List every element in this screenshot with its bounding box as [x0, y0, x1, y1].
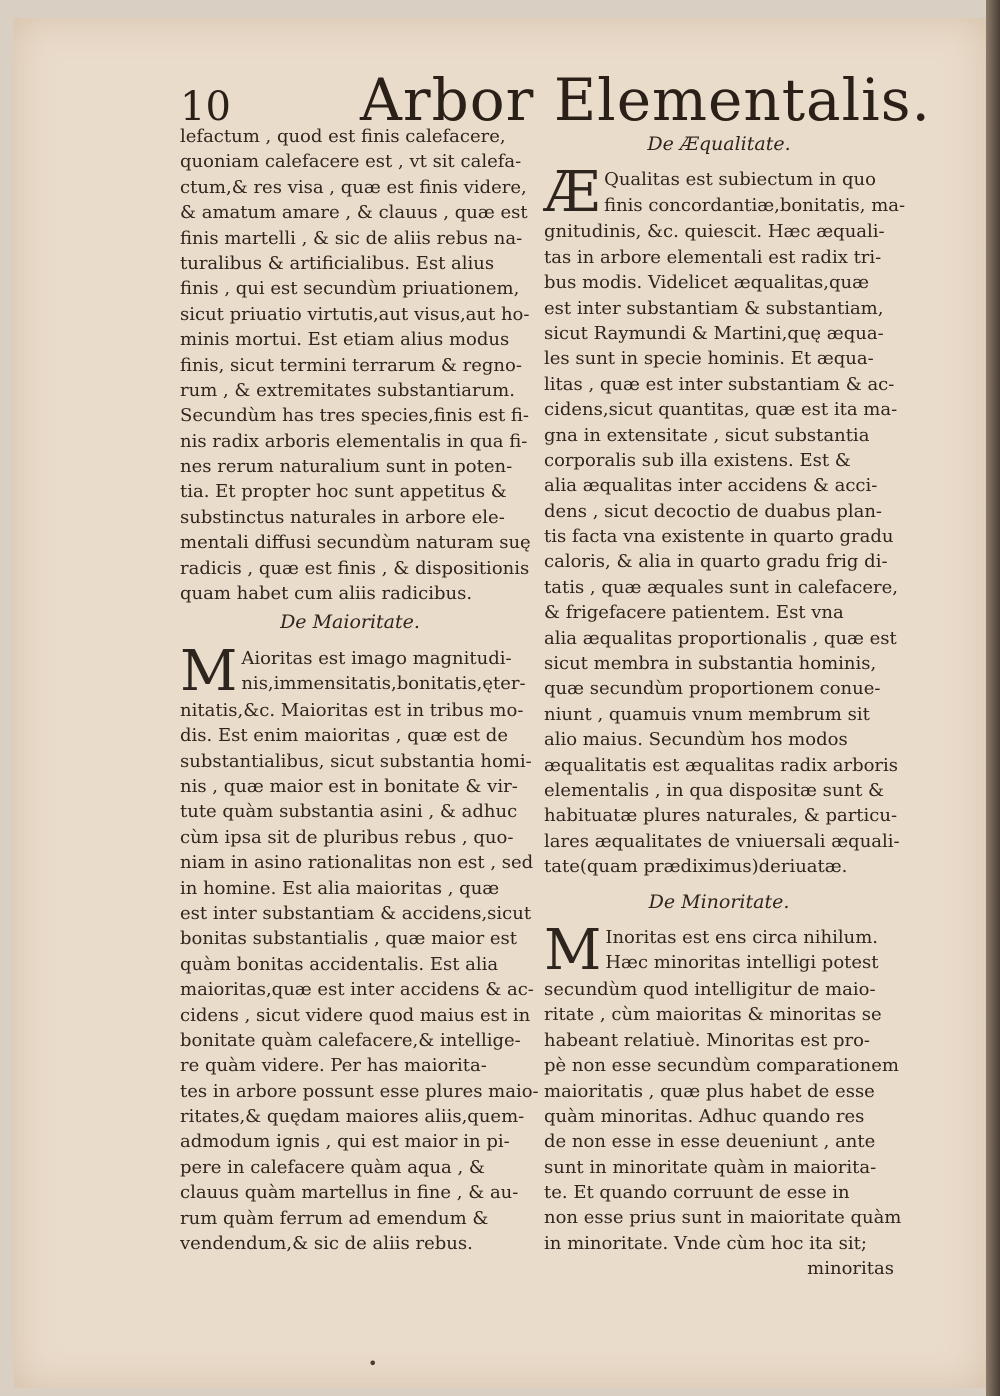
text-line: & amatum amare , & clauus , quæ est [180, 202, 528, 224]
text-line: nis,immensitatis,bonitatis,ęter- [241, 673, 526, 695]
text-line: Hæc minoritas intelligi potest [605, 952, 879, 974]
text-line: ctum,& res visa , quæ est finis videre, [180, 176, 527, 198]
text-line: Inoritas est ens circa nihilum. [605, 926, 879, 948]
text-line: te. Et quando corruunt de esse in [544, 1182, 850, 1204]
text-line: quàm minoritas. Adhuc quando res [544, 1105, 865, 1127]
text-line: Qualitas est subiectum in quo [604, 169, 876, 191]
page-edge [986, 0, 1000, 1396]
text-line: sicut priuatio virtutis,aut visus,aut ho- [180, 303, 530, 325]
text-line: habituatæ plures naturales, & particu- [544, 805, 898, 827]
text-line: radicis , quæ est finis , & dispositionis [180, 557, 530, 579]
text-line: maioritatis , quæ plus habet de esse [544, 1080, 875, 1102]
text-line: ritate , cùm maioritas & minoritas se [544, 1004, 882, 1026]
text-line: nis radix arboris elementalis in qua fi- [180, 430, 528, 452]
text-line: re quàm videre. Per has maiorita- [180, 1055, 487, 1077]
text-line: lares æqualitates de vniuersali æquali- [544, 830, 900, 852]
text-line: & frigefacere patientem. Est vna [544, 602, 844, 624]
text-line: gna in extensitate , sicut substantia [544, 424, 870, 446]
text-line: finis , qui est secundùm priuationem, [180, 278, 520, 300]
text-line: niunt , quamuis vnum membrum sit [544, 703, 870, 725]
text-line: tatis , quæ æquales sunt in calefacere, [544, 576, 899, 598]
text-line: substinctus naturales in arbore ele- [180, 506, 505, 528]
text-line: vendendum,& sic de aliis rebus. [180, 1233, 473, 1255]
text-line: Aioritas est imago magnitudi- [241, 647, 512, 669]
right-column [544, 128, 906, 1282]
text-line: tas in arbore elementali est radix tri- [544, 246, 882, 268]
paragraph-maioritate [180, 638, 539, 1257]
text-line: turalibus & artificialibus. Est alius [180, 252, 495, 274]
text-line: tia. Et propter hoc sunt appetitus & [180, 481, 507, 503]
text-line: nitatis,&c. Maioritas est in tribus mo- [180, 699, 524, 721]
drop-capital: M [544, 917, 602, 983]
text-line: sicut Raymundi & Martini,quę æqua- [544, 322, 884, 344]
text-line: de non esse in esse deueniunt , ante [544, 1131, 876, 1153]
text-line: pere in calefacere quàm aqua , & [180, 1156, 485, 1178]
text-line: non esse prius sunt in maioritate quàm [544, 1207, 902, 1229]
section-heading-maioritate: De Maioritate. [280, 611, 420, 634]
text-line: quoniam calefacere est , vt sit calefa- [180, 151, 522, 173]
drop-capital: Æ [544, 160, 601, 226]
text-line: corporalis sub illa existens. Est & [544, 449, 851, 471]
text-line: pè non esse secundùm comparationem [544, 1055, 899, 1077]
text-line: alia æqualitas proportionalis , quæ est [544, 627, 897, 649]
text-line: mentali diffusi secundùm naturam suę [180, 532, 531, 554]
text-line: in minoritate. Vnde cùm hoc ita sit; [544, 1232, 867, 1254]
text-line: est inter substantiam & accidens,sicut [180, 902, 532, 924]
text-line: finis martelli , & sic de aliis rebus na- [180, 227, 523, 249]
text-line: tate(quam prædiximus)deriuatæ. [544, 856, 848, 878]
text-line: finis concordantiæ,bonitatis, ma- [604, 194, 906, 216]
text-line: admodum ignis , qui est maior in pi- [180, 1131, 510, 1153]
text-line: cidens , sicut videre quod maius est in [180, 1004, 531, 1026]
text-line: Secundùm has tres species,finis est fi- [180, 405, 529, 427]
text-line: minis mortui. Est etiam alius modus [180, 329, 510, 351]
paragraph-minoritate [544, 917, 902, 1256]
text-line: cidens,sicut quantitas, quæ est ita ma- [544, 399, 898, 421]
text-line: gnitudinis, &c. quiescit. Hæc æquali- [544, 221, 885, 243]
text-line: alia æqualitas inter accidens & acci- [544, 475, 878, 497]
paragraph-aequalitate [544, 160, 906, 879]
text-line: in homine. Est alia maioritas , quæ [180, 877, 500, 899]
paragraph-finis [180, 124, 531, 606]
text-line: alio maius. Secundùm hos modos [544, 729, 848, 751]
text-line: quàm bonitas accidentalis. Est alia [180, 953, 499, 975]
text-line: cùm ipsa sit de pluribus rebus , quo- [180, 826, 514, 848]
text-line: nes rerum naturalium sunt in poten- [180, 456, 513, 478]
text-line: elementalis , in qua dispositæ sunt & [544, 780, 885, 801]
text-line: habeant relatiuè. Minoritas est pro- [544, 1029, 870, 1051]
text-line: rum quàm ferrum ad emendum & [180, 1207, 489, 1229]
text-line: tute quàm substantia asini , & adhuc [180, 801, 518, 823]
drop-capital: M [180, 638, 238, 704]
text-line: quæ secundùm proportionem conue- [544, 678, 881, 700]
text-line: tis facta vna existente in quarto gradu [544, 526, 894, 548]
left-column [180, 124, 539, 1256]
text-line: dis. Est enim maioritas , quæ est de [180, 725, 508, 747]
catchword: minoritas [807, 1258, 894, 1280]
text-line: niam in asino rationalitas non est , sed [180, 852, 534, 874]
text-line: bonitate quàm calefacere,& intellige- [180, 1029, 521, 1051]
text-line: les sunt in specie hominis. Et æqua- [544, 348, 874, 370]
section-heading-minoritate: De Minoritate. [648, 890, 790, 913]
ink-blot-mark: • [368, 1354, 378, 1373]
text-line: bonitas substantialis , quæ maior est [180, 928, 518, 950]
text-line: litas , quæ est inter substantiam & ac- [544, 373, 895, 395]
section-heading-aequalitate: De Æqualitate. [647, 133, 791, 155]
text-line: clauus quàm martellus in fine , & au- [180, 1182, 519, 1204]
text-line: quam habet cum aliis radicibus. [180, 583, 473, 605]
text-line: substantialibus, sicut substantia homi- [180, 750, 532, 772]
text-line: dens , sicut decoctio de duabus plan- [544, 500, 883, 522]
text-line: caloris, & alia in quarto gradu frig di- [544, 551, 888, 573]
text-line: sicut membra in substantia hominis, [544, 653, 877, 675]
text-line: lefactum , quod est finis calefacere, [180, 126, 506, 147]
running-title: Arbor Elementalis. [360, 66, 931, 134]
text-line: ritates,& quędam maiores aliis,quem- [180, 1106, 525, 1128]
text-line: nis , quæ maior est in bonitate & vir- [180, 776, 518, 797]
book-page [14, 18, 986, 1388]
text-line: tes in arbore possunt esse plures maio- [180, 1080, 539, 1102]
text-line: æqualitatis est æqualitas radix arboris [544, 754, 899, 776]
text-line: sunt in minoritate quàm in maiorita- [544, 1156, 877, 1178]
text-line: finis, sicut termini terrarum & regno- [180, 354, 522, 376]
text-line: maioritas,quæ est inter accidens & ac- [180, 979, 534, 1001]
page-number: 10 [180, 84, 231, 130]
text-line: secundùm quod intelligitur de maio- [544, 978, 876, 1000]
text-line: bus modis. Videlicet æqualitas,quæ [544, 272, 869, 294]
text-line: est inter substantiam & substantiam, [544, 297, 884, 319]
text-line: rum , & extremitates substantiarum. [180, 379, 515, 401]
